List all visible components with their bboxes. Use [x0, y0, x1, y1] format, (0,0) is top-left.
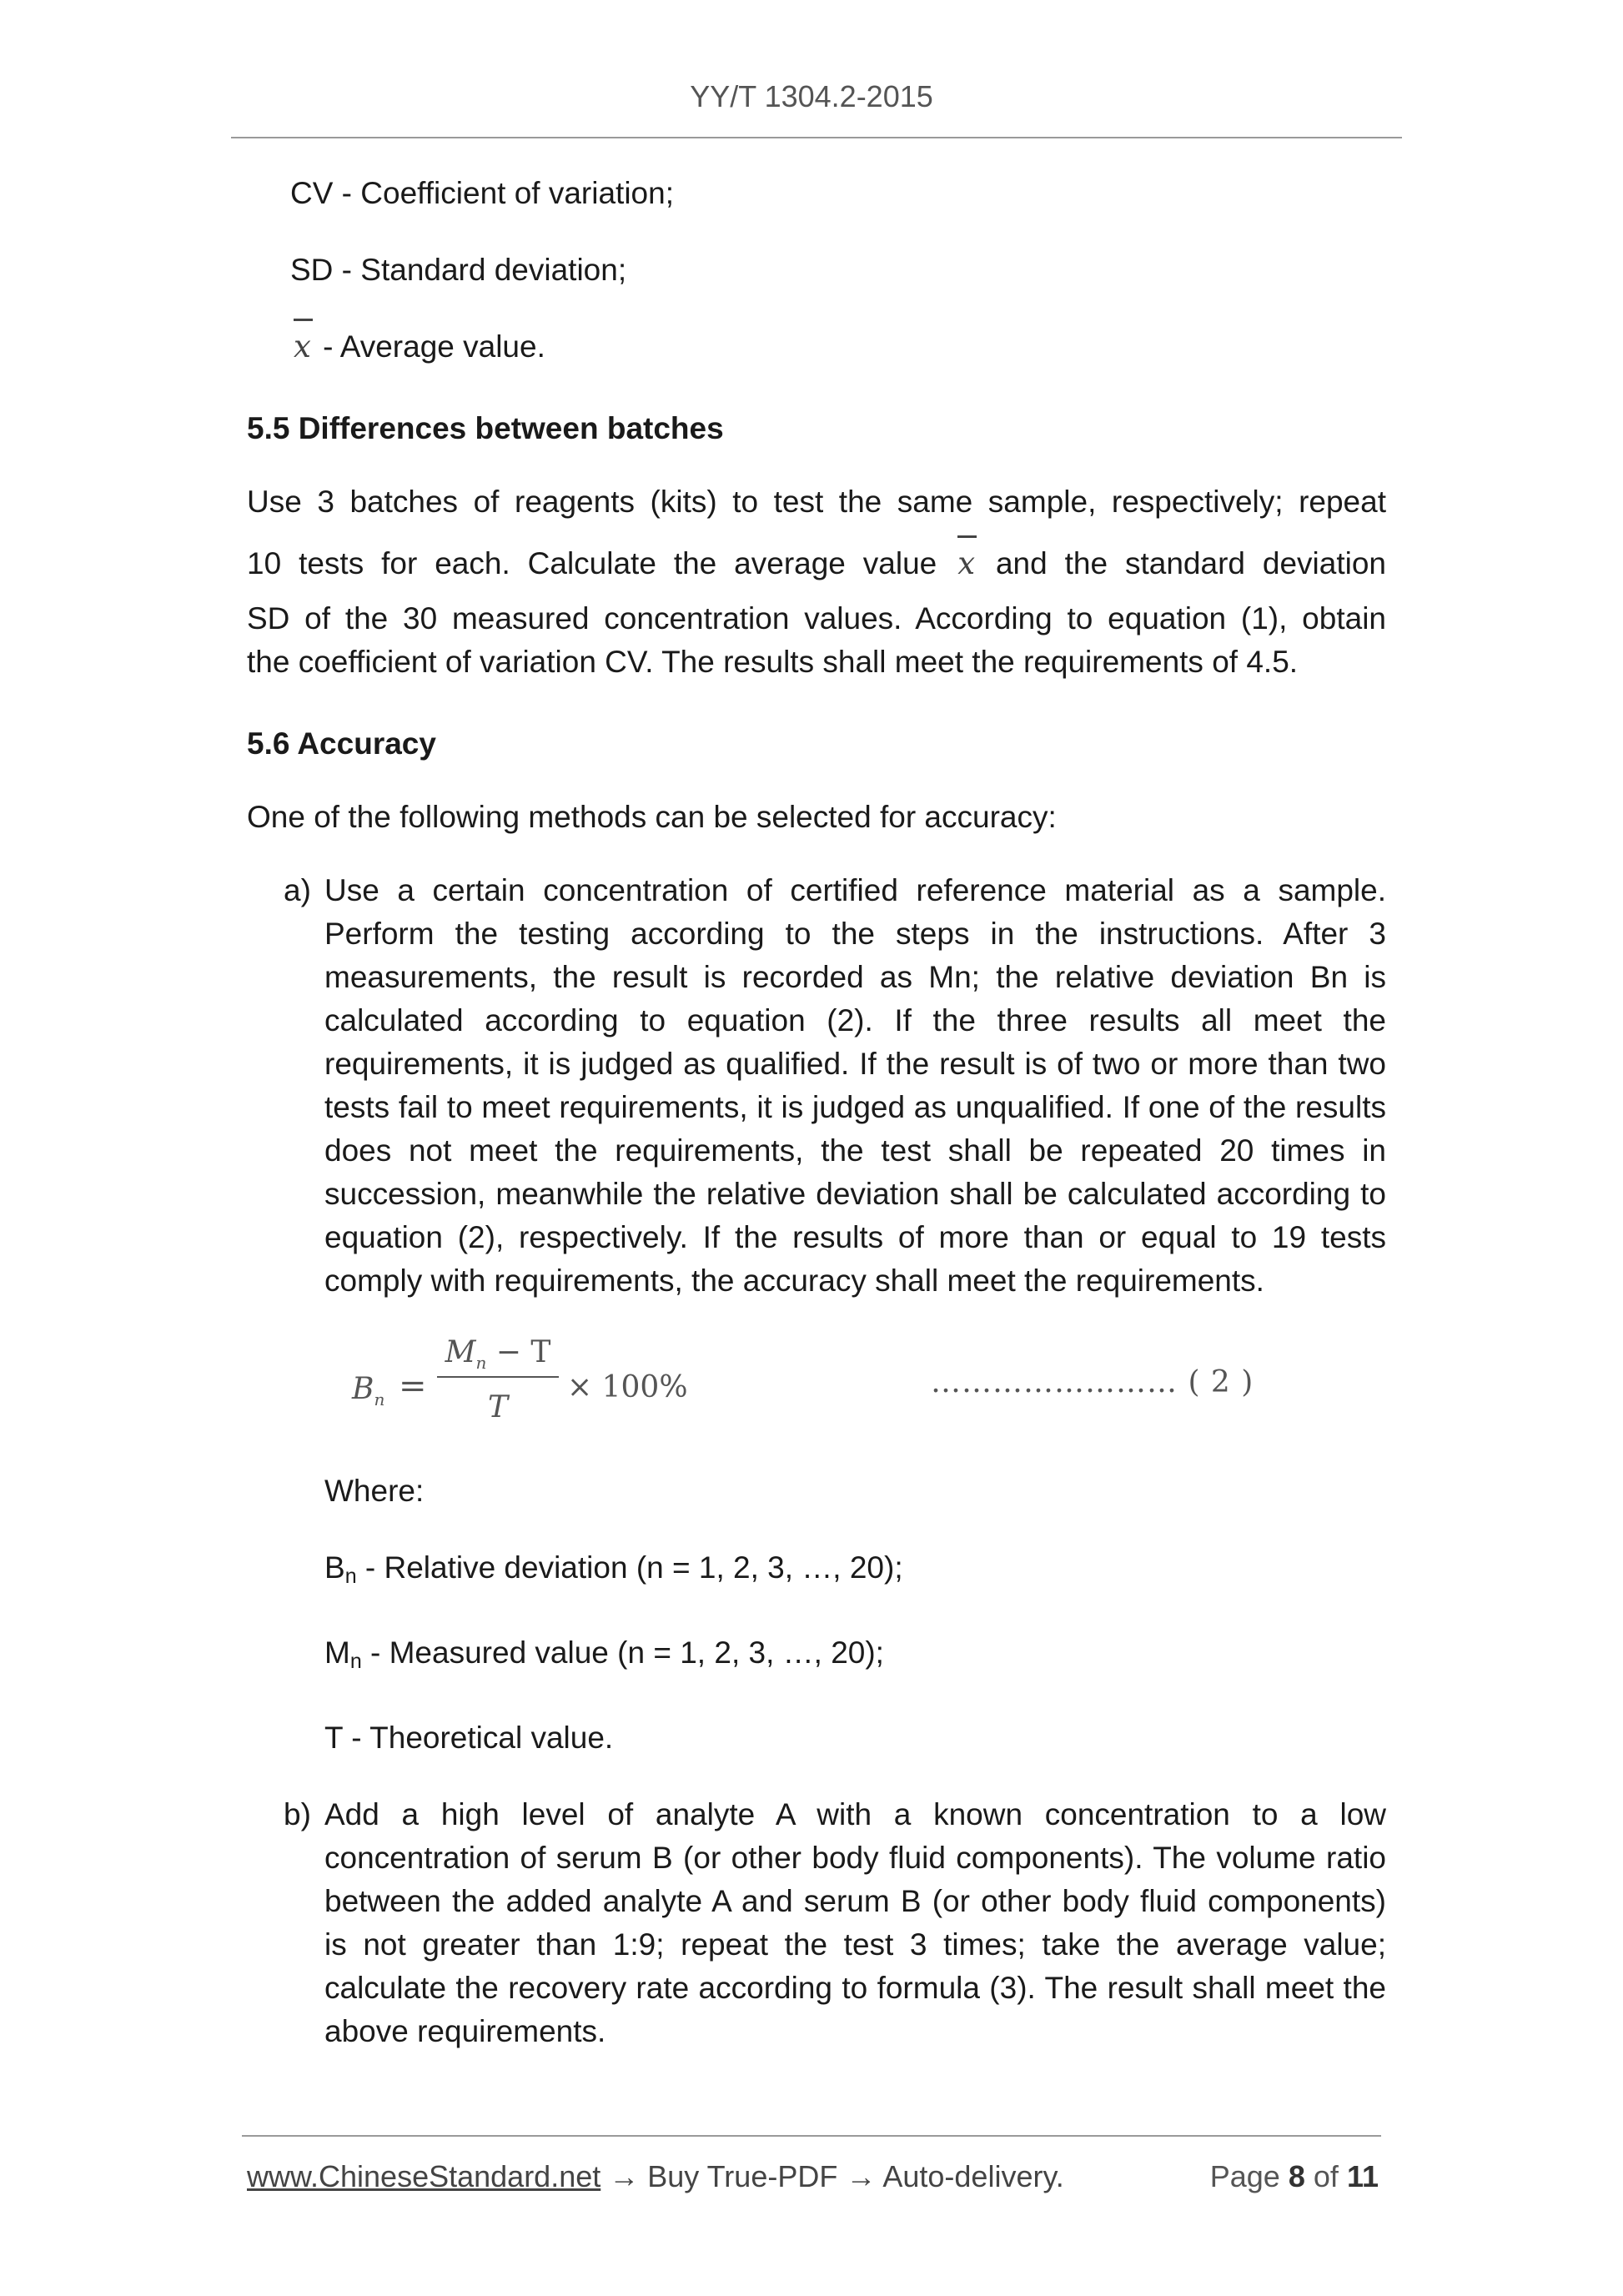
- where-definition-mn: $M_n$ - Measured value (n = 1, 2, 3, …, 20);: [324, 1635, 884, 1673]
- paragraph-line: SD of the 30 measured concentration values. According to equation (1), obtain: [247, 601, 1386, 636]
- arrow-icon: →: [600, 2159, 648, 2193]
- definition-cv: CV - Coefficient of variation;: [290, 176, 674, 210]
- formula-lhs: $B_n$: [352, 1372, 385, 1410]
- page-total: 11: [1346, 2159, 1379, 2193]
- footer-divider: [242, 2135, 1381, 2137]
- where-definition-t: T - Theoretical value.: [324, 1721, 614, 1755]
- where-definition-bn: $B_n$ - Relative deviation (n = 1, 2, 3, …, 20);: [324, 1550, 903, 1588]
- definition-average-text: - Average value.: [314, 329, 545, 364]
- list-label: a): [284, 873, 311, 907]
- page-number: 8: [1288, 2159, 1305, 2193]
- page-indicator: [1210, 2159, 1379, 2194]
- formula-equals: =: [399, 1367, 427, 1405]
- where-label: Where:: [324, 1474, 425, 1508]
- paragraph-line: the coefficient of variation CV. The results shall meet the requirements of 4.5.: [247, 645, 1299, 679]
- equation-2: [247, 1331, 1386, 1443]
- page-body: [247, 172, 1386, 2053]
- list-item-b: [247, 1793, 1386, 2053]
- of-label: of: [1313, 2159, 1339, 2193]
- buy-pdf-text: Buy True-PDF: [647, 2159, 838, 2193]
- section-5-5-paragraph: [247, 480, 1386, 684]
- paragraph-line: Use 3 batches of reagents (kits) to test the same sample, respectively; repeat: [247, 485, 1386, 519]
- equation-number: …………………… ( 2 ): [931, 1365, 1254, 1399]
- formula-numerator: $M_n - T$: [445, 1335, 551, 1374]
- section-5-6-heading: 5.6 Accuracy: [247, 726, 436, 761]
- x-bar-symbol: x: [954, 542, 978, 585]
- paragraph-line: [247, 542, 1386, 585]
- header-divider: [231, 137, 1402, 138]
- section-5-5-heading: 5.5 Differences between batches: [247, 411, 724, 445]
- list-item-a: [247, 869, 1386, 1303]
- formula-multiplier: × 100%: [567, 1370, 688, 1404]
- paragraph-fragment: 10 tests for each. Calculate the average value: [247, 546, 955, 580]
- arrow-icon: →: [837, 2159, 883, 2193]
- section-5-6-intro: One of the following methods can be selected for accuracy:: [247, 800, 1057, 834]
- document-code-header: YY/T 1304.2-2015: [690, 79, 933, 113]
- paragraph-fragment: and the standard deviation: [978, 546, 1386, 580]
- auto-delivery-text: Auto-delivery.: [882, 2159, 1064, 2193]
- formula-denominator: T: [487, 1390, 508, 1424]
- list-item-text: Use a certain concentration of certified reference material as a sample. Perform the testing according to the steps in the instructions. After 3 measurements, the result is recorded as Mn; the relative deviation Bn is calculated according to equation (2). If the three results all meet the requirements, it is judged as qualified. If the result is of two or more than two tests fail to meet requirements, it is judged as unqualified. If one of the results does not meet the requirements, the test shall be repeated 20 times in succession, meanwhile the relative deviation shall be calculated according to equation (2), respectively. If the results of more than or equal to 19 tests comply with requirements, the accuracy shall meet the requirements.: [324, 873, 1386, 1298]
- definition-sd: SD - Standard deviation;: [290, 253, 627, 287]
- list-label: b): [284, 1797, 311, 1831]
- fraction-bar: [437, 1376, 559, 1378]
- website-link[interactable]: www.ChineseStandard.net: [247, 2159, 601, 2193]
- page-label: Page: [1209, 2159, 1280, 2193]
- footer-links: [247, 2159, 1064, 2194]
- x-bar-symbol: x: [290, 325, 314, 369]
- list-item-text: Add a high level of analyte A with a known concentration to a low concentration of serum B (or other body fluid components). The volume ratio between the added analyte A and serum B (or other body fluid components) is not greater than 1:9; repeat the test 3 times; take the average value; calculate the recovery rate according to formula (3). The result shall meet the above requirements.: [324, 1797, 1386, 2048]
- definition-average: [290, 325, 1386, 369]
